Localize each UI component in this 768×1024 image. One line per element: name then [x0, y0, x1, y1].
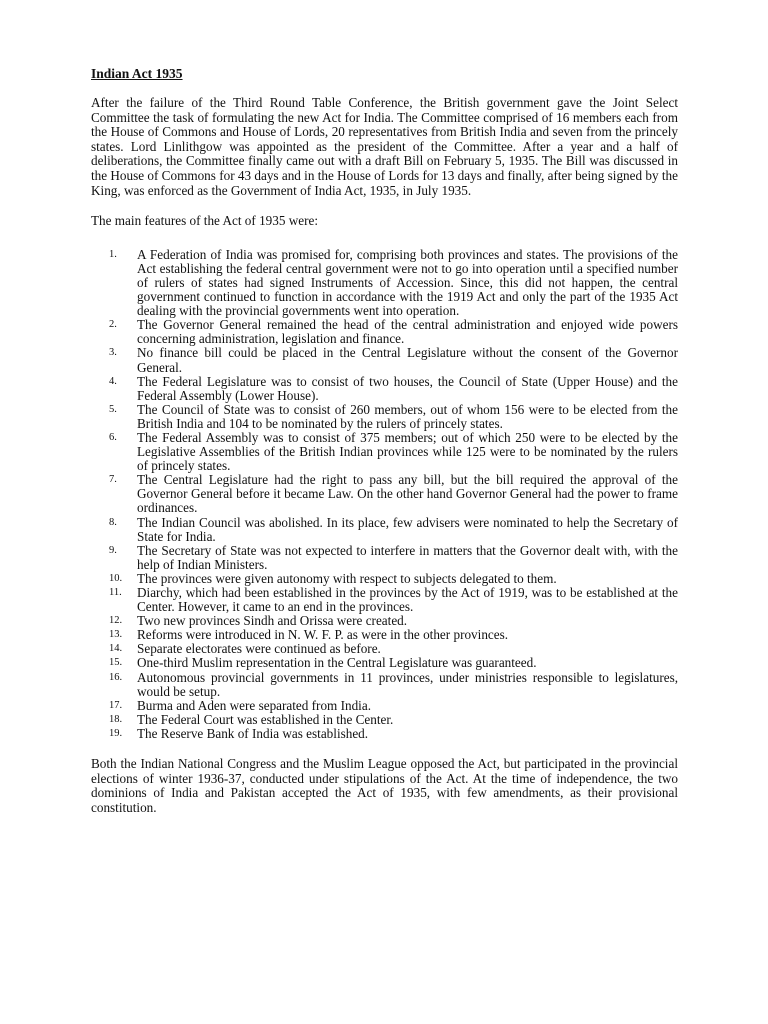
feature-number [91, 628, 137, 642]
feature-number-label: 15. [109, 657, 123, 669]
feature-text: Autonomous provincial governments in 11 provinces, under ministries responsible to legislatures, would be setup. [137, 669, 678, 699]
feature-text: The Reserve Bank of India was established. [137, 725, 369, 741]
feature-item [91, 403, 678, 431]
feature-number [91, 656, 137, 670]
feature-item [91, 375, 678, 403]
feature-number-label: 8. [109, 516, 117, 528]
feature-item [91, 586, 678, 614]
feature-text: The Central Legislature had the right to pass any bill, but the bill required the approval of the Governor General before it became Law. On the other hand Governor General had the power to frame ordinances. [137, 472, 678, 516]
feature-number-label: 7. [109, 474, 117, 486]
feature-number [91, 727, 137, 741]
feature-number [91, 248, 137, 262]
feature-text: The Council of State was to consist of 260 members, out of whom 156 were to be elected from the British India and 104 to be nominated by the rulers of princely states. [137, 401, 678, 431]
feature-text: The Federal Court was established in the Center. [137, 711, 394, 727]
features-list [91, 248, 678, 741]
feature-number [91, 375, 137, 389]
feature-text: Separate electorates were continued as before. [137, 641, 381, 657]
feature-text: A Federation of India was promised for, comprising both provinces and states. The provisions of the Act establishing the federal central government were not to go into operation until a specified number of rulers of states had signed Instruments of Accession. Since, this did not happen, the central government continued to function in accordance with the 1919 Act and only the part of the 1935 Act dealing with the provincial governments went into operation. [137, 246, 678, 319]
feature-item [91, 516, 678, 544]
feature-number [91, 544, 137, 558]
feature-item [91, 473, 678, 515]
feature-text: One-third Muslim representation in the Central Legislature was guaranteed. [137, 655, 537, 671]
feature-text: The Federal Assembly was to consist of 375 members; out of which 250 were to be elected by the Legislative Assemblies of the British Indian provinces while 125 were to be nominated by the rulers of princely states. [137, 429, 678, 474]
feature-number [91, 346, 137, 360]
feature-item [91, 318, 678, 346]
feature-number-label: 12. [109, 615, 123, 627]
feature-text: Diarchy, which had been established in the provinces by the Act of 1919, was to be established at the Center. However, it came to an end in the provinces. [137, 585, 678, 615]
feature-text: Two new provinces Sindh and Orissa were created. [137, 613, 408, 629]
feature-number [91, 403, 137, 417]
feature-text: Reforms were introduced in N. W. F. P. as were in the other provinces. [137, 627, 509, 643]
feature-number-label: 16. [109, 671, 123, 683]
feature-item [91, 248, 678, 318]
feature-number [91, 699, 137, 713]
feature-number-label: 18. [109, 713, 123, 725]
feature-number-label: 5. [109, 403, 117, 415]
feature-item [91, 727, 678, 741]
feature-number-label: 1. [109, 248, 117, 260]
feature-number [91, 516, 137, 530]
feature-number [91, 642, 137, 656]
feature-number-label: 19. [109, 727, 123, 739]
feature-text: The provinces were given autonomy with respect to subjects delegated to them. [137, 570, 557, 586]
feature-item [91, 572, 678, 586]
feature-number-label: 11. [109, 587, 122, 598]
features-heading: The main features of the Act of 1935 were: [91, 213, 319, 229]
document-page [91, 66, 678, 815]
feature-item [91, 628, 678, 642]
feature-item [91, 713, 678, 727]
feature-item [91, 346, 678, 374]
feature-item [91, 671, 678, 699]
feature-number-label: 2. [109, 319, 117, 331]
feature-text: No finance bill could be placed in the Central Legislature without the consent of the Governor General. [137, 345, 678, 375]
feature-number-label: 10. [109, 572, 123, 584]
feature-number [91, 318, 137, 332]
feature-number [91, 473, 137, 487]
feature-item [91, 642, 678, 656]
feature-text: The Secretary of State was not expected to interfere in matters that the Governor dealt with, with the help of Indian Ministers. [137, 542, 678, 572]
feature-number-label: 3. [109, 347, 117, 359]
feature-text: The Indian Council was abolished. In its place, few advisers were nominated to help the Secretary of State for India. [137, 514, 678, 544]
feature-number [91, 713, 137, 727]
feature-number [91, 586, 137, 600]
feature-number [91, 614, 137, 628]
feature-text: Burma and Aden were separated from India. [137, 697, 371, 713]
feature-item [91, 544, 678, 572]
feature-number-label: 9. [109, 544, 117, 556]
intro-paragraph: After the failure of the Third Round Table Conference, the British government gave the Joint Select Committee the task of formulating the new Act for India. The Committee comprised of 16 members each from the House of Commons and House of Lords, 20 representatives from British India and seven from the princely states. Lord Linlithgow was appointed as the president of the Committee. After a year and a half of deliberations, the Committee finally came out with a draft Bill on February 5, 1935. The Bill was discussed in the House of Commons for 43 days and in the House of Lords for 13 days and finally, after being signed by the King, was enforced as the Government of India Act, 1935, in July 1935. [91, 95, 678, 198]
feature-item [91, 656, 678, 670]
feature-number-label: 6. [109, 431, 117, 443]
feature-item [91, 431, 678, 473]
feature-text: The Federal Legislature was to consist of two houses, the Council of State (Upper House) and the Federal Assembly (Lower House). [137, 373, 678, 403]
feature-item [91, 699, 678, 713]
feature-number [91, 671, 137, 685]
conclusion-paragraph: Both the Indian National Congress and the Muslim League opposed the Act, but participated in the provincial elections of winter 1936-37, conducted under stipulations of the Act. At the time of independence, the two dominions of India and Pakistan accepted the Act of 1935, with few amendments, as their provisional constitution. [91, 756, 678, 815]
feature-number-label: 13. [109, 629, 123, 641]
feature-number [91, 572, 137, 586]
feature-number-label: 14. [109, 643, 123, 655]
feature-number-label: 17. [109, 699, 123, 711]
document-title: Indian Act 1935 [91, 66, 183, 81]
feature-text: The Governor General remained the head of the central administration and enjoyed wide powers concerning administration, legislation and finance. [137, 317, 678, 347]
feature-number [91, 431, 137, 445]
feature-item [91, 614, 678, 628]
feature-number-label: 4. [109, 375, 117, 387]
